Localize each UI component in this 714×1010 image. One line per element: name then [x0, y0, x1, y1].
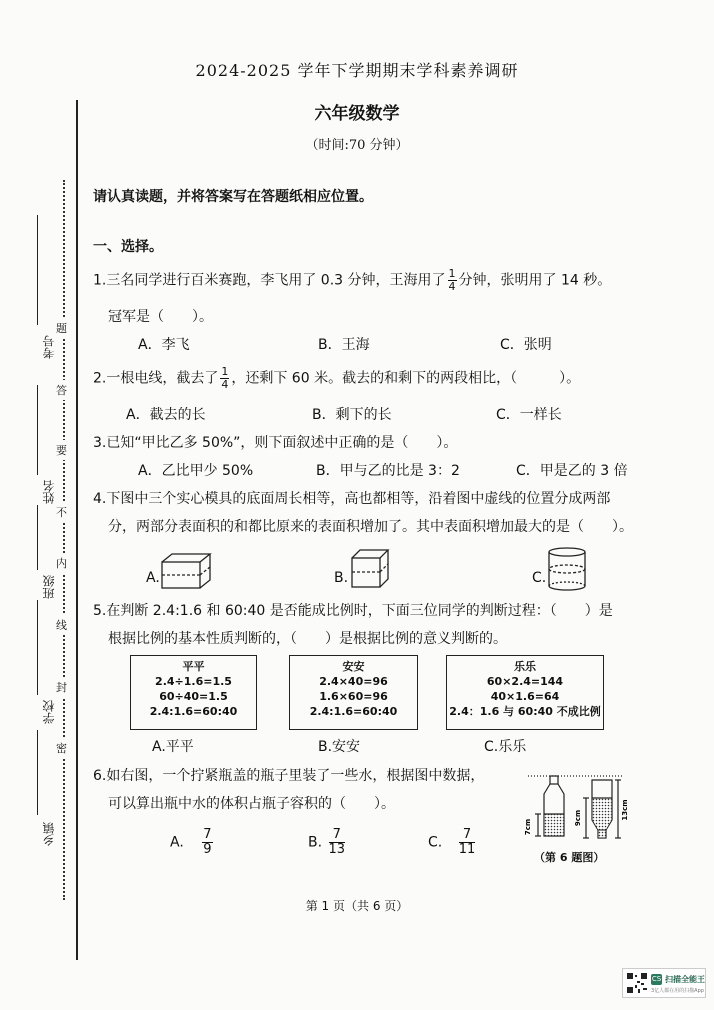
- qr-code-icon: [626, 972, 648, 994]
- fraction: $\frac{1}{4}$: [221, 365, 229, 391]
- fraction: $\frac{1}{4}$: [448, 267, 456, 293]
- q5-option-b: B.安安: [318, 739, 361, 755]
- field-class: 班级: [42, 575, 56, 599]
- question-1-line2: 冠军是（ ）。: [108, 309, 213, 325]
- cube-figure: [350, 548, 390, 590]
- scanner-watermark: [622, 968, 706, 998]
- exam-number-blank: [37, 215, 38, 325]
- q2-option-a: A．截去的长: [126, 407, 206, 423]
- class-blank: [37, 505, 38, 570]
- cs-logo-icon: CS: [651, 975, 662, 983]
- dim-label-13cm: 13cm: [621, 799, 629, 821]
- solution-box-lele: 乐乐 60×2.4=144 40×1.6=64 2.4：1.6 与 60:40 不成比例: [446, 655, 604, 730]
- exam-subject: 六年级数学: [314, 104, 400, 124]
- name-blank: [37, 385, 38, 475]
- scanner-brand: 扫描全能王: [665, 975, 705, 984]
- seal-char: 答: [56, 380, 67, 400]
- q1-option-a: A．李飞: [138, 337, 190, 353]
- section-heading: 一、选择。: [93, 239, 163, 255]
- q6-option-b: B. $\frac{7}{13}$: [308, 827, 346, 857]
- dim-label-7cm: 7cm: [524, 818, 532, 836]
- seal-char: 要: [56, 440, 67, 460]
- binding-line: [76, 100, 78, 960]
- question-6-line2: 可以算出瓶中水的体积占瓶子容积的（ ）。: [108, 796, 395, 812]
- figure-caption: （第 6 题图）: [534, 851, 605, 864]
- q4-option-a: A.: [146, 570, 160, 586]
- solution-box-pingping: 平平 2.4÷1.6=1.5 60÷40=1.5 2.4:1.6=60:40: [130, 655, 257, 730]
- q6-option-a: A. $\frac{7}{9}$: [170, 827, 212, 857]
- q5-option-c: C.乐乐: [484, 739, 527, 755]
- question-5-line2: 根据比例的基本性质判断的，（ ）是根据比例的意义判断的。: [108, 631, 507, 647]
- seal-char: 密: [56, 738, 67, 758]
- seal-char: 题: [56, 318, 67, 338]
- seal-char: 封: [56, 677, 67, 697]
- bottle-figure: [520, 774, 640, 846]
- field-name: 姓名: [42, 480, 56, 504]
- q3-option-a: A．乙比甲少 50%: [138, 463, 254, 479]
- field-township: 乡镇: [42, 822, 56, 846]
- seal-char: 线: [56, 615, 67, 635]
- q4-option-b: B.: [334, 570, 349, 586]
- question-5-line1: 5.在判断 2.4:1.6 和 60:40 是否能成比例时，下面三位同学的判断过程：（ ）是: [93, 603, 613, 619]
- question-3: 3.已知“甲比乙多 50%”，则下面叙述中正确的是（ ）。: [93, 435, 458, 451]
- seal-dotted-line: [63, 180, 65, 900]
- q2-option-b: B．剩下的长: [312, 407, 392, 423]
- dim-label-9cm: 9cm: [574, 809, 582, 827]
- question-6-line1: 6.如右图，一个拧紧瓶盖的瓶子里装了一些水，根据图中数据，: [93, 768, 485, 784]
- exam-time: （时间:70 分钟）: [305, 138, 409, 153]
- question-2: 2.一根电线，截去了 $\frac{1}{4}$ ，还剩下 60 米。截去的和剩下的两段相比，（ ）。: [93, 365, 581, 391]
- q5-option-a: A.平平: [152, 739, 194, 755]
- question-4-line2: 分，两部分表面积的和都比原来的表面积增加了。其中表面积增加最大的是（ ）。: [108, 519, 633, 535]
- solution-box-anan: 安安 2.4×40=96 1.6×60=96 2.4:1.6=60:40: [289, 655, 418, 730]
- q3-option-c: C．甲是乙的 3 倍: [516, 463, 628, 479]
- exam-title: 2024-2025 学年下学期期末学科素养调研: [195, 61, 519, 80]
- instruction: 请认真读题，并将答案写在答题纸相应位置。: [93, 189, 373, 205]
- township-blank: [37, 730, 38, 815]
- q1-option-b: B．王海: [318, 337, 370, 353]
- cuboid-figure: [160, 552, 212, 590]
- seal-char: 内: [56, 553, 67, 573]
- field-exam-number: 考号: [42, 335, 56, 359]
- q6-option-c: C. $\frac{7}{11}$: [428, 827, 476, 857]
- question-4-line1: 4.下图中三个实心模具的底面周长相等，高也都相等，沿着图中虚线的位置分成两部: [93, 491, 611, 507]
- question-1: 1.三名同学进行百米赛跑，李飞用了 0.3 分钟，王海用了 $\frac{1}{4}$ 分钟，张明用了 14 秒。: [93, 267, 612, 293]
- q4-option-c: C.: [532, 570, 547, 586]
- page-number: 第 1 页（共 6 页）: [305, 899, 409, 913]
- seal-char: 不: [56, 502, 67, 522]
- q3-option-b: B．甲与乙的比是 3：2: [316, 463, 460, 479]
- q2-option-c: C．一样长: [496, 407, 562, 423]
- cylinder-figure: [546, 546, 588, 592]
- q1-option-c: C．张明: [500, 337, 552, 353]
- scanner-subtitle: 3亿人都在用的扫描App: [651, 988, 704, 994]
- school-blank: [37, 600, 38, 695]
- field-school: 学校: [42, 700, 56, 724]
